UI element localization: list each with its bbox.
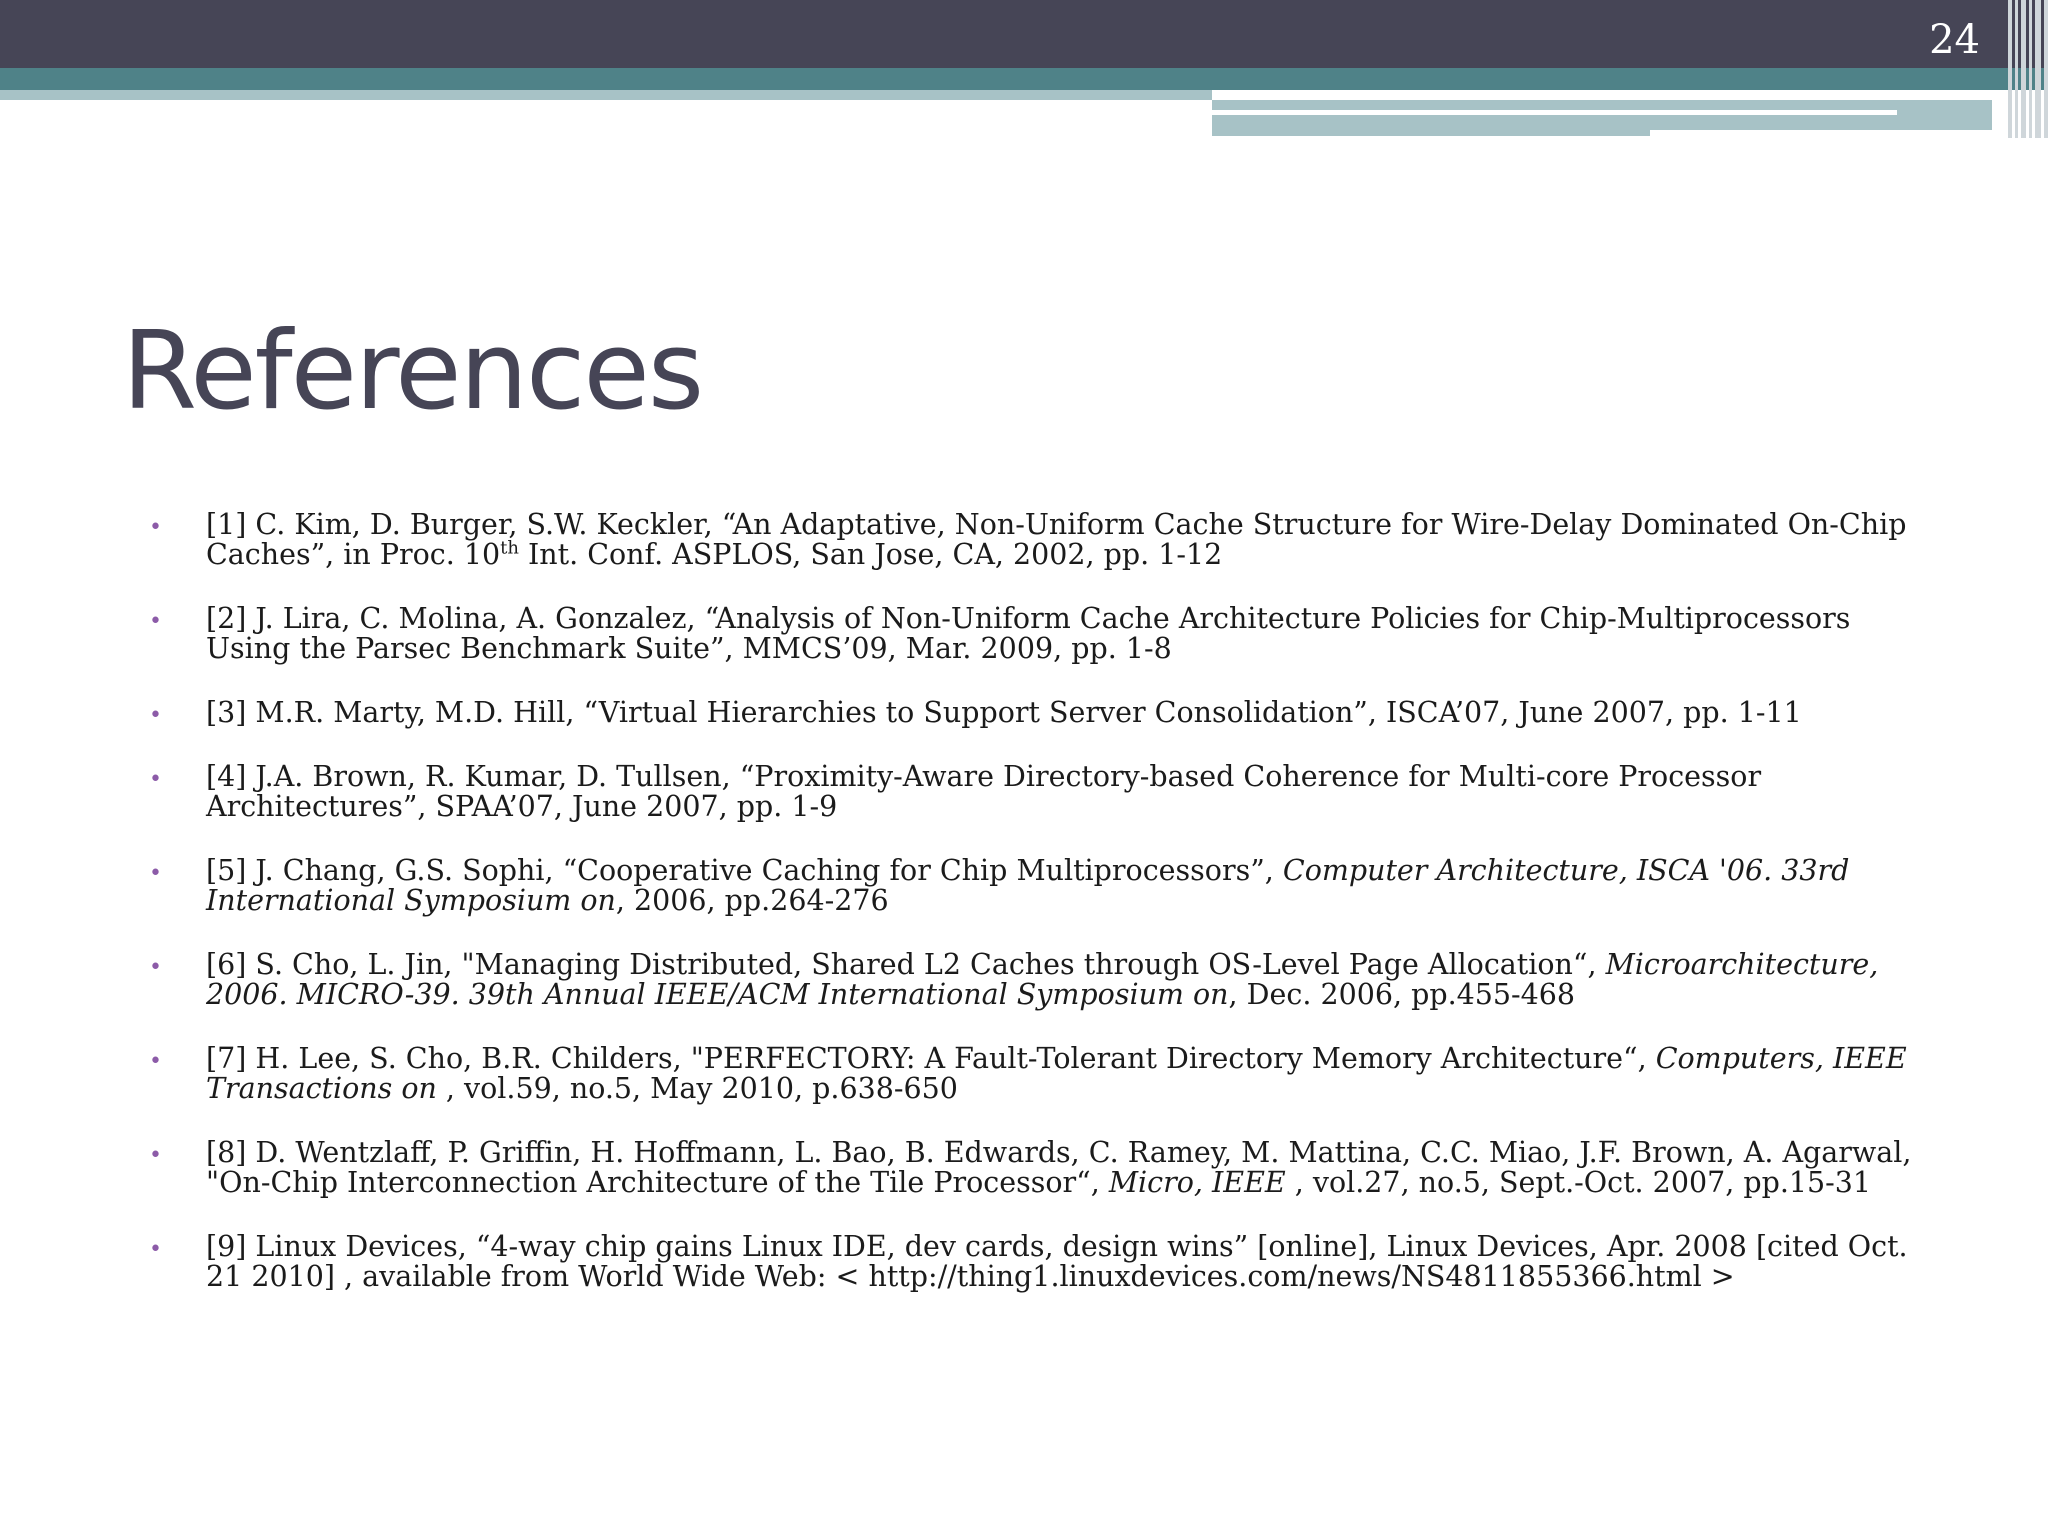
reference-text <box>206 1042 1907 1105</box>
reference-text <box>206 508 1906 571</box>
bullet-icon: • <box>149 515 162 540</box>
header-band <box>0 0 2048 68</box>
reference-fragment: Int. Conf. ASPLOS, San Jose, CA, 2002, pp. 1-12 <box>518 538 1223 571</box>
bullet-icon: • <box>149 861 162 886</box>
reference-text <box>206 854 1849 917</box>
bullet-icon: • <box>149 1143 162 1168</box>
reference-item <box>140 856 1940 916</box>
reference-text <box>206 696 1802 729</box>
reference-text <box>206 948 1878 1011</box>
header-stripes <box>1988 0 2048 138</box>
italic-venue: Computer Architecture, ISCA '06. 33rd International Symposium on <box>206 854 1850 917</box>
italic-venue: Microarchitecture, 2006. MICRO-39. 39th Annual IEEE/ACM International Symposium on <box>206 948 1879 1011</box>
header-divider-line-lower <box>1650 130 2000 136</box>
reference-fragment: , vol.27, no.5, Sept.-Oct. 2007, pp.15-31 <box>1285 1166 1872 1199</box>
header-divider-line <box>1212 110 1897 115</box>
reference-text <box>206 602 1850 665</box>
reference-text <box>206 1136 1911 1199</box>
reference-fragment: , Dec. 2006, pp.455-468 <box>1228 978 1576 1011</box>
bullet-icon: • <box>149 1049 162 1074</box>
reference-fragment: [8] D. Wentzlaff, P. Griffin, H. Hoffmann, L. Bao, B. Edwards, C. Ramey, M. Mattina, C.C. Miao, J.F. Brown, A. Agarwal, "On-Chip Interconnection Architecture of the Tile Processor“, <box>206 1136 1912 1199</box>
reference-fragment: [7] H. Lee, S. Cho, B.R. Childers, "PERFECTORY: A Fault-Tolerant Directory Memory Architecture“, <box>206 1042 1656 1075</box>
reference-item <box>140 1044 1940 1104</box>
bullet-icon: • <box>149 767 162 792</box>
reference-list <box>140 510 1940 1326</box>
reference-item <box>140 1138 1940 1198</box>
superscript: th <box>500 537 519 559</box>
bullet-icon: • <box>149 703 162 728</box>
reference-fragment: [6] S. Cho, L. Jin, "Managing Distributed, Shared L2 Caches through OS-Level Page Allocation“, <box>206 948 1606 981</box>
reference-item <box>140 950 1940 1010</box>
reference-fragment: , vol.59, no.5, May 2010, p.638-650 <box>436 1072 958 1105</box>
reference-item <box>140 510 1940 570</box>
header-light-band <box>0 90 1212 100</box>
reference-item <box>140 698 1940 728</box>
reference-fragment: [3] M.R. Marty, M.D. Hill, “Virtual Hierarchies to Support Server Consolidation”, ISCA’07, June 2007, pp. 1-11 <box>206 696 1802 729</box>
reference-fragment: [9] Linux Devices, “4-way chip gains Linux IDE, dev cards, design wins” [online], Linux Devices, Apr. 2008 [cited Oct. 21 2010] , available from World Wide Web: < http://thing1.linuxdevices.com/news/NS4811855366.html > <box>206 1230 1908 1293</box>
reference-fragment: [1] C. Kim, D. Burger, S.W. Keckler, “An Adaptative, Non-Uniform Cache Structure for Wire-Delay Dominated On-Chip Caches”, in Proc. 10 <box>206 508 1907 571</box>
italic-venue: Computers, IEEE Transactions on <box>206 1042 1907 1105</box>
reference-item <box>140 1232 1940 1292</box>
page-number: 24 <box>1929 17 1980 63</box>
reference-text <box>206 1230 1908 1293</box>
bullet-icon: • <box>149 609 162 634</box>
reference-fragment: [5] J. Chang, G.S. Sophi, “Cooperative Caching for Chip Multiprocessors”, <box>206 854 1283 887</box>
reference-item <box>140 762 1940 822</box>
reference-fragment: , 2006, pp.264-276 <box>615 884 889 917</box>
bullet-icon: • <box>149 1237 162 1262</box>
reference-fragment: [4] J.A. Brown, R. Kumar, D. Tullsen, “Proximity-Aware Directory-based Coherence for Multi-core Processor Architectures”, SPAA’07, June 2007, pp. 1-9 <box>206 760 1762 823</box>
reference-text <box>206 760 1761 823</box>
reference-fragment: [2] J. Lira, C. Molina, A. Gonzalez, “Analysis of Non-Uniform Cache Architecture Policies for Chip-Multiprocessors Using the Parsec Benchmark Suite”, MMCS’09, Mar. 2009, pp. 1-8 <box>206 602 1851 665</box>
header-teal-band <box>0 68 2048 90</box>
bullet-icon: • <box>149 955 162 980</box>
reference-item <box>140 604 1940 664</box>
italic-venue: Micro, IEEE <box>1108 1166 1286 1199</box>
slide-title: References <box>122 309 703 434</box>
